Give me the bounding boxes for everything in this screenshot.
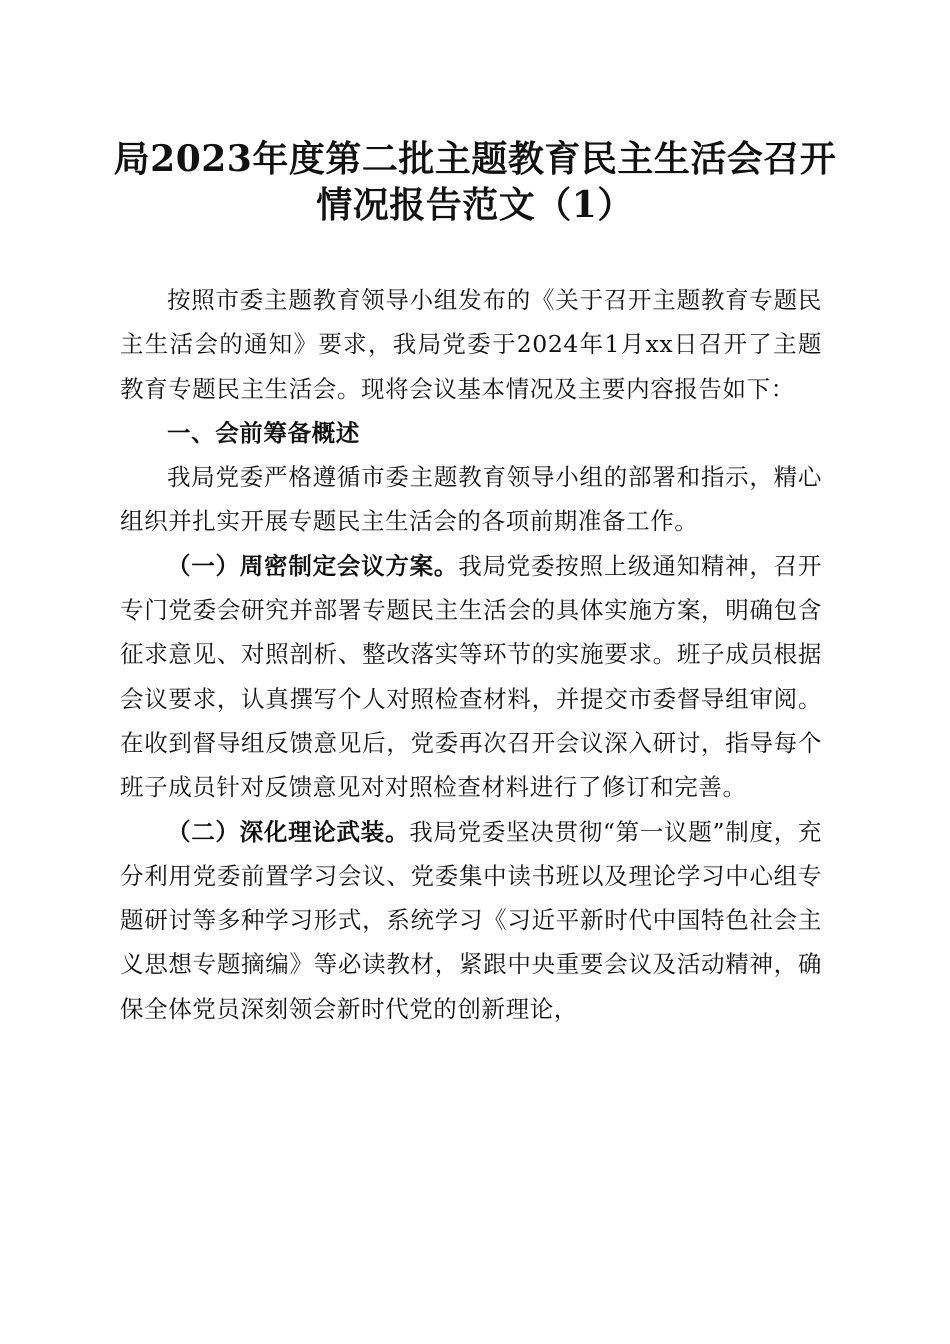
item-1-text: 我局党委按照上级通知精神，召开专门党委会研究并部署专题民主生活会的具体实施方案，明确包含征求意见、对照剖析、整改落实等环节的实施要求。班子成员根据会议要求，认真撰写个人对照检查材料，并提交市委督导组审阅。在收到督导组反馈意见后，党委再次召开会议深入研讨，指导每个班子成员针对反馈意见对对照检查材料进行了修订和完善。 [120,551,823,802]
item-2-paragraph [120,810,822,1031]
document-title [100,136,850,228]
title-line-2: 情况报告范文（1） [316,184,634,226]
intro-paragraph: 按照市委主题教育领导小组发布的《关于召开主题教育专题民主生活会的通知》要求，我局党委于2024年1月xx日召开了主题教育专题民主生活会。现将会议基本情况及主要内容报告如下： [120,286,822,403]
title-line-1: 局2023年度第二批主题教育民主生活会召开 [113,138,837,180]
item-1-paragraph [120,544,822,810]
section-1-heading: 一、会前筹备概述 [167,418,360,447]
document-body [120,278,822,1031]
item-2-text: 我局党委坚决贯彻“第一议题”制度，充分利用党委前置学习会议、党委集中读书班以及理论学习中心组专题研讨等多种学习形式，系统学习《习近平新时代中国特色社会主义思想专题摘编》等必读教材，紧跟中央重要会议及活动精神，确保全体党员深刻领会新时代党的创新理论， [120,817,823,1023]
section-1-paragraph: 我局党委严格遵循市委主题教育领导小组的部署和指示，精心组织并扎实开展专题民主生活会的各项前期准备工作。 [120,463,822,536]
item-2-lead: （二）深化理论武装。 [167,817,410,846]
item-1-lead: （一）周密制定会议方案。 [167,551,459,580]
